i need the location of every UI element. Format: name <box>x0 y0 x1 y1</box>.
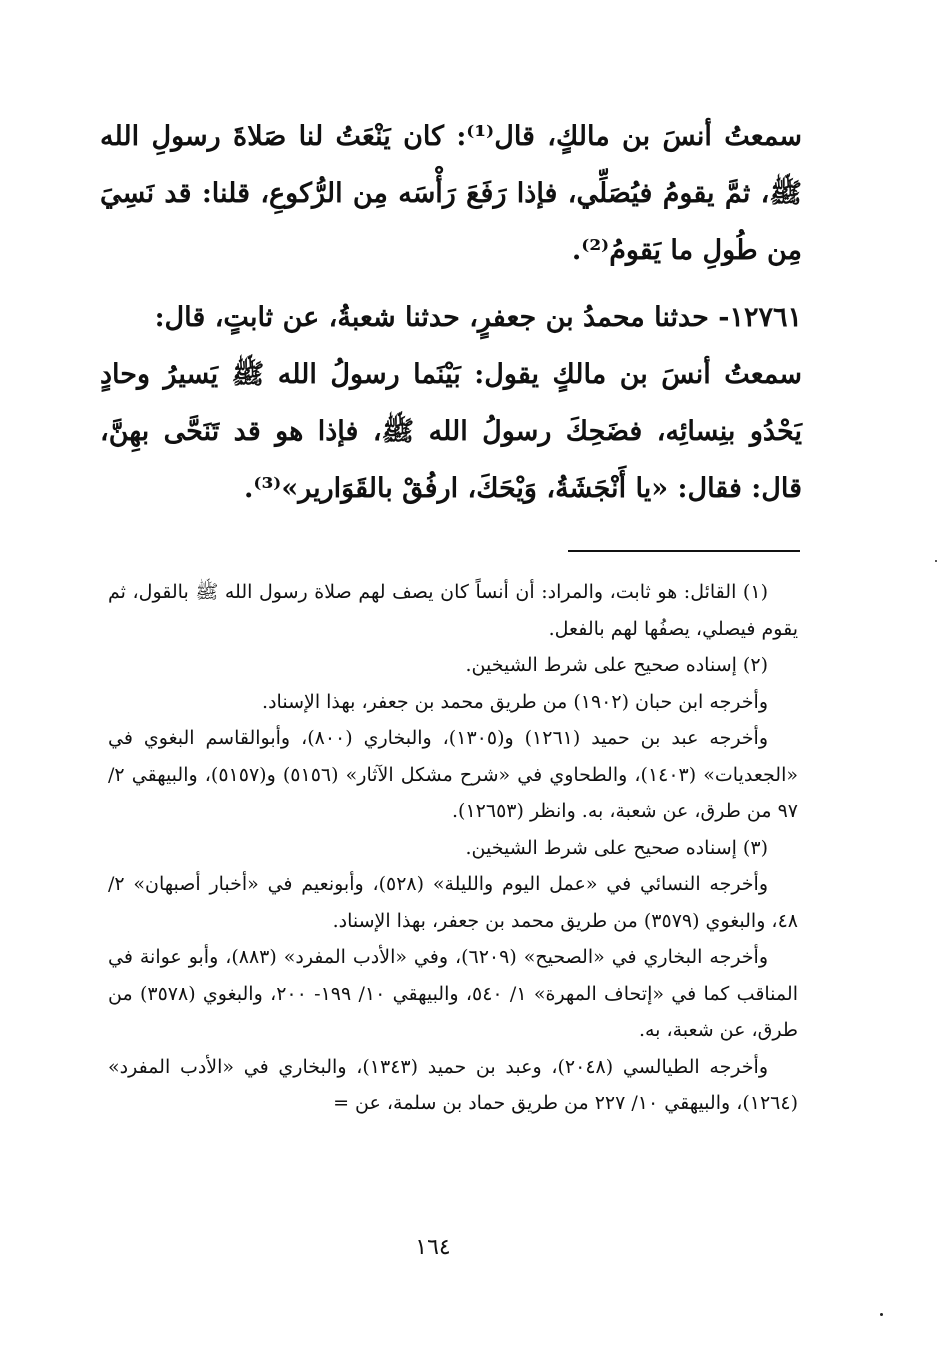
hadith-12761-heading: ١٢٧٦١- حدثنا محمدُ بن جعفرٍ، حدثنا شعبةُ، عن ثابتٍ، قال: <box>154 302 802 333</box>
footnote-3-source-b: وأخرجه البخاري في «الصحيح» (٦٢٠٩)، وفي «الأدب المفرد» (٨٨٣)، وأبو عوانة في المناقب كما في «إتحاف المهرة» ١/ ٥٤٠، والبيهقي ١٠/ ١٩٩- ٢٠٠، والبغوي (٣٥٧٨) من طرق، عن شعبة، به. <box>108 946 798 1041</box>
footnote-separator <box>568 550 800 552</box>
footnote-3-source-c: وأخرجه الطيالسي (٢٠٤٨)، وعبد بن حميد (١٣٤٣)، والبخاري في «الأدب المفرد» (١٢٦٤)، والبيهقي ١٠/ ٢٢٧ من طريق حماد بن سلمة، عن = <box>108 1055 798 1114</box>
footnote-1: (١) القائل: هو ثابت، والمراد: أن أنساً كان يصف لهم صلاة رسول الله ﷺ بالقول، ثم يقوم فيصلي، يصفُها لهم بالفعل. <box>108 581 798 640</box>
footnote-2-source-b: وأخرجه عبد بن حميد (١٢٦١) و(١٣٠٥)، والبخاري (٨٠٠)، وأبوالقاسم البغوي في «الجعديات» (١٤٠٣)، والطحاوي في «شرح مشكل الآثار» (٥١٥٦) و(٥١٥٧)، والبيهقي ٢/ ٩٧ من طرق، عن شعبة، به. وانظر (١٢٦٥٣). <box>108 727 798 822</box>
scan-speck <box>880 1313 883 1316</box>
footnote-3: (٣) إسناده صحيح على شرط الشيخين. <box>465 836 768 859</box>
hadith-paragraph-2: سمعتُ أنسَ بن مالكٍ يقول: بَيْنَما رسولُ الله ﷺ يَسيرُ وحادٍ يَحْدُو بنِسائِه، فضَحِكَ رسولُ الله ﷺ، فإذا هو قد تَنَحَّى بهِنَّ، قال: فقال: «يا أَنْجَشَةُ، وَيْحَكَ، ارفُقْ بالقَوَارير»⁽³⁾. <box>100 359 802 504</box>
footnote-2: (٢) إسناده صحيح على شرط الشيخين. <box>465 654 768 676</box>
footnotes <box>108 574 798 1122</box>
footnote-3-source-a: وأخرجه النسائي في «عمل اليوم والليلة» (٥٢٨)، وأبونعيم في «أخبار أصبهان» ٢/ ٤٨، والبغوي (٣٥٧٩) من طريق محمد بن جعفر، بهذا الإسناد. <box>108 873 798 932</box>
page-number: ١٦٤ <box>415 1235 451 1260</box>
footnote-2-source-a: وأخرجه ابن حبان (١٩٠٢) من طريق محمد بن جعفر، بهذا الإسناد. <box>262 690 768 713</box>
main-text <box>100 108 802 517</box>
hadith-paragraph-1: سمعتُ أنسَ بن مالكٍ، قال⁽¹⁾: كان يَنْعَتُ لنا صَلاةَ رسولِ الله ﷺ، ثمَّ يقومُ فيُصَلِّي، فإذا رَفَعَ رَأْسَه مِن الرُّكوعِ، قلنا: قد نَسِيَ مِن طُولِ ما يَقومُ⁽²⁾. <box>100 121 803 266</box>
